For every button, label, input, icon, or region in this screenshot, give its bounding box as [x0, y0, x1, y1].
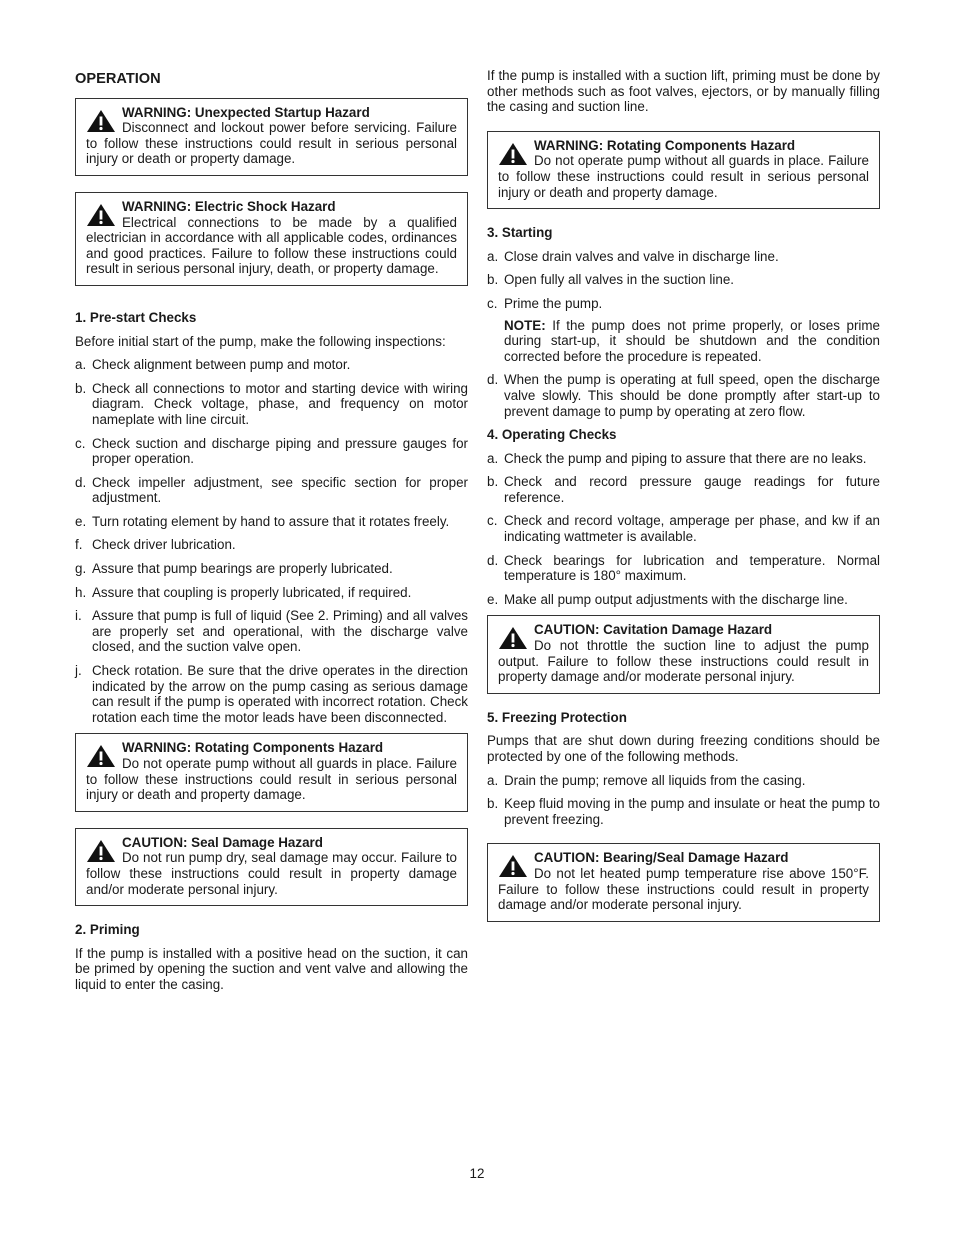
- list-marker: a.: [75, 357, 87, 373]
- bearing-hazard-box: [487, 843, 880, 921]
- hazard-title: WARNING: Electric Shock Hazard: [122, 198, 336, 214]
- warning-triangle-icon: [86, 203, 116, 227]
- seal-hazard-box: [75, 828, 468, 906]
- list-item: [75, 537, 468, 553]
- list-item: [75, 381, 468, 428]
- list-item: [75, 608, 468, 655]
- prestart-list: [75, 357, 468, 725]
- list-text: Check driver lubrication.: [92, 537, 236, 553]
- section-title: OPERATION: [75, 71, 161, 87]
- list-marker: b.: [487, 272, 499, 288]
- list-text: Drain the pump; remove all liquids from the casing.: [504, 772, 806, 788]
- list-marker: i.: [75, 608, 82, 624]
- hazard-body: Disconnect and lockout power before servicing. Failure to follow these instructions could result in serious personal injury or death or property damage.: [86, 120, 457, 167]
- list-marker: b.: [487, 796, 499, 812]
- freezing-intro: Pumps that are shut down during freezing conditions should be protected by one of the following methods.: [487, 733, 880, 764]
- list-item: [75, 561, 468, 577]
- warning-triangle-icon: [86, 744, 116, 768]
- list-text: Keep fluid moving in the pump and insulate or heat the pump to prevent freezing.: [504, 796, 880, 827]
- starting-list-continued: [487, 372, 880, 419]
- priming-paragraph-continued: If the pump is installed with a suction lift, priming must be done by other methods such as foot valves, ejectors, or by manually filling the casing and suction line.: [487, 68, 880, 115]
- hazard-title: WARNING: Rotating Components Hazard: [122, 740, 384, 756]
- list-text: Turn rotating element by hand to assure that it rotates freely.: [92, 513, 450, 529]
- list-marker: e.: [75, 513, 87, 529]
- list-item: [75, 585, 468, 601]
- operating-list: [487, 451, 880, 608]
- list-text: Check and record pressure gauge readings for future reference.: [504, 474, 880, 505]
- list-marker: d.: [487, 552, 499, 568]
- list-text: Make all pump output adjustments with the discharge line.: [504, 591, 848, 607]
- list-marker: c.: [487, 513, 498, 529]
- list-marker: d.: [487, 372, 499, 388]
- list-item: [487, 773, 880, 789]
- list-marker: g.: [75, 561, 87, 577]
- warning-triangle-icon: [498, 854, 528, 878]
- shock-hazard-box: [75, 192, 468, 286]
- list-text: Check all connections to motor and starting device with wiring diagram. Check voltage, phase, and frequency on motor nameplate with line circuit.: [92, 380, 468, 427]
- warning-triangle-icon: [86, 109, 116, 133]
- list-text: Check rotation. Be sure that the drive operates in the direction indicated by the arrow on the pump casing as serious damage can result if the pump is operated with incorrect rotation. Check rotation each time the motor leads have been disconnected.: [92, 663, 468, 725]
- list-text: Check bearings for lubrication and temperature. Normal temperature is 180° maximum.: [504, 552, 880, 584]
- hazard-title: WARNING: Unexpected Startup Hazard: [122, 104, 370, 120]
- list-marker: d.: [75, 474, 87, 490]
- warning-triangle-icon: [498, 626, 528, 650]
- left-column: [75, 68, 468, 1001]
- note: [487, 318, 880, 365]
- startup-hazard-box: [75, 98, 468, 176]
- list-marker: b.: [75, 380, 87, 396]
- list-item: [487, 513, 880, 544]
- hazard-title: CAUTION: Bearing/Seal Damage Hazard: [534, 850, 789, 866]
- list-item: [487, 474, 880, 505]
- hazard-title: CAUTION: Cavitation Damage Hazard: [534, 622, 773, 638]
- rotating-hazard-box: [487, 131, 880, 209]
- hazard-title: WARNING: Rotating Components Hazard: [534, 137, 796, 153]
- priming-paragraph: If the pump is installed with a positive head on the suction, it can be primed by opening the suction and vent valve and allowing the liquid to enter the casing.: [75, 945, 468, 992]
- list-text: When the pump is operating at full speed, open the discharge valve slowly. This should be done promptly after start-up to prevent damage to pump by operating at zero flow.: [504, 372, 880, 419]
- list-marker: a.: [487, 248, 499, 264]
- cavitation-hazard-box: [487, 615, 880, 693]
- list-marker: c.: [487, 295, 498, 311]
- prestart-title: 1. Pre-start Checks: [75, 309, 197, 325]
- list-text: Close drain valves and valve in discharge line.: [504, 248, 779, 264]
- list-item: [75, 475, 468, 506]
- list-text: Open fully all valves in the suction line.: [504, 272, 734, 288]
- list-text: Assure that pump bearings are properly lubricated.: [92, 561, 393, 577]
- list-item: [75, 357, 468, 373]
- note-label: NOTE:: [504, 317, 546, 333]
- hazard-body: Do not operate pump without all guards in place. Failure to follow these instructions could result in serious personal injury or death and property damage.: [86, 756, 457, 803]
- list-text: Check the pump and piping to assure that there are no leaks.: [504, 450, 867, 466]
- list-item: [487, 451, 880, 467]
- list-item: [75, 514, 468, 530]
- list-text: Check suction and discharge piping and pressure gauges for proper operation.: [92, 435, 468, 467]
- list-marker: h.: [75, 584, 87, 600]
- list-item: [75, 663, 468, 725]
- list-item: [487, 372, 880, 419]
- list-item: [487, 553, 880, 584]
- right-column: [487, 68, 880, 938]
- list-text: Check impeller adjustment, see specific section for proper adjustment.: [92, 474, 468, 506]
- list-item: [487, 272, 880, 288]
- note-text: If the pump does not prime properly, or loses prime during start-up, it should be shutdown and the condition corrected before the procedure is repeated.: [504, 317, 880, 364]
- starting-list: [487, 249, 880, 312]
- list-text: Check alignment between pump and motor.: [92, 357, 351, 373]
- hazard-body: Do not run pump dry, seal damage may occur. Failure to follow these instructions could result in property damage and/or moderate personal injury.: [86, 850, 457, 897]
- list-marker: e.: [487, 591, 499, 607]
- list-item: [487, 296, 880, 312]
- list-marker: j.: [75, 663, 82, 679]
- rotating-hazard-box: [75, 733, 468, 811]
- list-text: Check and record voltage, amperage per phase, and kw if an indicating wattmeter is available.: [504, 513, 880, 545]
- hazard-body: Do not throttle the suction line to adjust the pump output. Failure to follow these instructions could result in property damage and/or moderate personal injury.: [498, 638, 869, 685]
- list-item: [75, 436, 468, 467]
- hazard-body: Do not let heated pump temperature rise above 150°F. Failure to follow these instructions could result in property damage and/or moderate personal injury.: [498, 865, 869, 913]
- hazard-title: CAUTION: Seal Damage Hazard: [122, 834, 323, 850]
- list-marker: a.: [487, 450, 499, 466]
- freezing-list: [487, 773, 880, 828]
- prestart-intro: Before initial start of the pump, make the following inspections:: [75, 333, 446, 349]
- list-marker: a.: [487, 772, 499, 788]
- starting-title: 3. Starting: [487, 225, 553, 241]
- operating-title: 4. Operating Checks: [487, 427, 617, 443]
- warning-triangle-icon: [86, 839, 116, 863]
- list-text: Assure that coupling is properly lubricated, if required.: [92, 584, 412, 600]
- list-item: [487, 249, 880, 265]
- list-item: [487, 592, 880, 608]
- list-marker: b.: [487, 474, 499, 490]
- page-number: 12: [469, 1166, 485, 1181]
- warning-triangle-icon: [498, 142, 528, 166]
- priming-title: 2. Priming: [75, 922, 140, 938]
- freezing-title: 5. Freezing Protection: [487, 709, 627, 725]
- list-item: [487, 796, 880, 827]
- hazard-body: Do not operate pump without all guards in place. Failure to follow these instructions could result in serious personal injury or death and property damage.: [498, 153, 869, 200]
- list-marker: c.: [75, 435, 86, 451]
- hazard-body: Electrical connections to be made by a qualified electrician in accordance with all applicable codes, ordinances and good practices. Failure to follow these instructions could result in serious personal injury, death, or property damage.: [86, 214, 457, 277]
- list-text: Assure that pump is full of liquid (See 2. Priming) and all valves are properly set and operational, with the discharge valve closed, and the suction valve open.: [92, 608, 468, 655]
- list-text: Prime the pump.: [504, 295, 603, 311]
- list-marker: f.: [75, 537, 83, 553]
